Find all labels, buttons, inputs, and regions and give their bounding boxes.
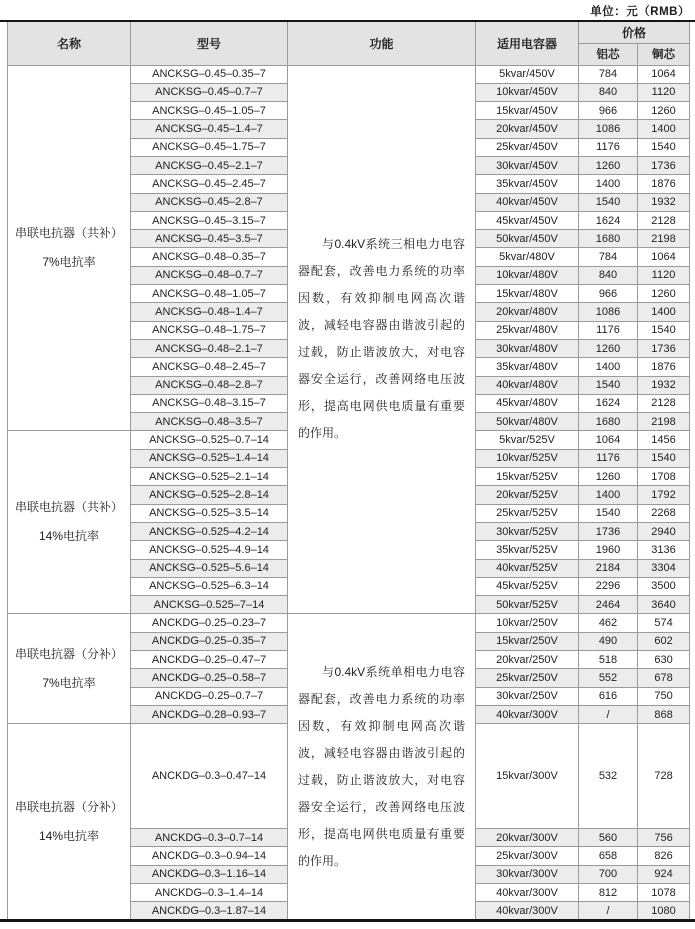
section-name-gap — [8, 515, 130, 529]
model-cell: ANCKSG–0.48–0.35–7 — [131, 248, 288, 266]
copper-price-cell: 3500 — [638, 577, 690, 595]
unit-label: 单位：元（RMB） — [590, 6, 690, 18]
capacitor-cell: 20kvar/250V — [476, 651, 579, 669]
capacitor-cell: 30kvar/300V — [476, 865, 579, 883]
copper-price-cell: 826 — [638, 847, 690, 865]
model-cell: ANCKDG–0.25–0.47–7 — [131, 651, 288, 669]
copper-price-cell: 2940 — [638, 522, 690, 540]
copper-price-cell: 1400 — [638, 303, 690, 321]
aluminum-price-cell: 560 — [579, 829, 638, 847]
copper-price-cell: 1540 — [638, 321, 690, 339]
section-name-line2: 14%电抗率 — [38, 529, 100, 544]
copper-price-cell: 924 — [638, 865, 690, 883]
model-cell: ANCKSG–0.48–2.1–7 — [131, 339, 288, 357]
model-cell: ANCKDG–0.3–0.47–14 — [131, 724, 288, 829]
capacitor-cell: 30kvar/480V — [476, 339, 579, 357]
copper-price-cell: 2128 — [638, 394, 690, 412]
model-cell: ANCKDG–0.3–1.4–14 — [131, 883, 288, 901]
aluminum-price-cell: 812 — [579, 883, 638, 901]
copper-price-cell: 1260 — [638, 285, 690, 303]
capacitor-cell: 40kvar/450V — [476, 193, 579, 211]
aluminum-price-cell: 1176 — [579, 449, 638, 467]
aluminum-price-cell: 616 — [579, 687, 638, 705]
model-cell: ANCKSG–0.48–1.75–7 — [131, 321, 288, 339]
header-function: 功能 — [288, 22, 476, 65]
header-copper-core: 铜芯 — [638, 43, 690, 65]
model-cell: ANCKSG–0.48–3.5–7 — [131, 413, 288, 431]
aluminum-price-cell: 1064 — [579, 431, 638, 449]
aluminum-price-cell: 1680 — [579, 230, 638, 248]
section-name-line2: 14%电抗率 — [38, 828, 100, 843]
copper-price-cell: 1876 — [638, 358, 690, 376]
model-cell: ANCKSG–0.45–0.7–7 — [131, 83, 288, 101]
capacitor-cell: 15kvar/450V — [476, 102, 579, 120]
capacitor-cell: 40kvar/480V — [476, 376, 579, 394]
section-name-gap — [8, 241, 130, 255]
aluminum-price-cell: 658 — [579, 847, 638, 865]
table-header — [8, 22, 690, 65]
capacitor-cell: 45kvar/525V — [476, 577, 579, 595]
copper-price-cell: 1080 — [638, 902, 690, 920]
aluminum-price-cell: 1624 — [579, 211, 638, 229]
copper-price-cell: 3640 — [638, 596, 690, 614]
copper-price-cell: 1456 — [638, 431, 690, 449]
bottom-divider — [0, 919, 695, 922]
copper-price-cell: 2198 — [638, 413, 690, 431]
aluminum-price-cell: 1260 — [579, 156, 638, 174]
aluminum-price-cell: 518 — [579, 651, 638, 669]
aluminum-price-cell: 700 — [579, 865, 638, 883]
aluminum-price-cell: 1176 — [579, 321, 638, 339]
model-cell: ANCKSG–0.45–3.5–7 — [131, 230, 288, 248]
model-cell: ANCKSG–0.45–1.75–7 — [131, 138, 288, 156]
model-cell: ANCKSG–0.48–1.05–7 — [131, 285, 288, 303]
model-cell: ANCKSG–0.45–0.35–7 — [131, 65, 288, 83]
model-cell: ANCKSG–0.48–0.7–7 — [131, 266, 288, 284]
copper-price-cell: 1260 — [638, 102, 690, 120]
copper-price-cell: 3304 — [638, 559, 690, 577]
copper-price-cell: 1932 — [638, 376, 690, 394]
model-cell: ANCKSG–0.48–2.45–7 — [131, 358, 288, 376]
section-name-line1: 串联电抗器（共补） — [14, 500, 123, 515]
section-name-line1: 串联电抗器（分补） — [14, 799, 123, 814]
capacitor-cell: 40kvar/300V — [476, 705, 579, 723]
copper-price-cell: 630 — [638, 651, 690, 669]
model-cell: ANCKDG–0.25–0.35–7 — [131, 632, 288, 650]
model-cell: ANCKSG–0.45–2.1–7 — [131, 156, 288, 174]
function-text: 与0.4kV系统三相电力电容器配套，改善电力系统的功率因数，有效抑制电网高次谐波，减轻电容器由谐波引起的过载，防止谐波放大，对电容器安全运行，改善网络电压波形，提高电网供电质量有重要的作用。 — [298, 237, 465, 441]
section-name-line2: 7%电抗率 — [42, 254, 96, 269]
model-cell: ANCKSG–0.525–6.3–14 — [131, 577, 288, 595]
aluminum-price-cell: 784 — [579, 248, 638, 266]
capacitor-cell: 25kvar/250V — [476, 669, 579, 687]
aluminum-price-cell: / — [579, 902, 638, 920]
section-name-gap — [8, 662, 130, 676]
capacitor-cell: 20kvar/525V — [476, 486, 579, 504]
model-cell: ANCKSG–0.45–1.05–7 — [131, 102, 288, 120]
copper-price-cell: 1120 — [638, 266, 690, 284]
capacitor-cell: 30kvar/250V — [476, 687, 579, 705]
copper-price-cell: 1064 — [638, 248, 690, 266]
model-cell: ANCKSG–0.525–4.9–14 — [131, 541, 288, 559]
model-cell: ANCKSG–0.525–5.6–14 — [131, 559, 288, 577]
aluminum-price-cell: 784 — [579, 65, 638, 83]
aluminum-price-cell: 2296 — [579, 577, 638, 595]
model-cell: ANCKSG–0.525–7–14 — [131, 596, 288, 614]
aluminum-price-cell: 1540 — [579, 376, 638, 394]
copper-price-cell: 868 — [638, 705, 690, 723]
capacitor-cell: 20kvar/300V — [476, 829, 579, 847]
aluminum-price-cell: 966 — [579, 102, 638, 120]
capacitor-cell: 20kvar/450V — [476, 120, 579, 138]
model-cell: ANCKDG–0.25–0.58–7 — [131, 669, 288, 687]
copper-price-cell: 750 — [638, 687, 690, 705]
header-capacitor: 适用电容器 — [476, 22, 579, 65]
capacitor-cell: 15kvar/480V — [476, 285, 579, 303]
section-name-cell — [8, 724, 131, 920]
model-cell: ANCKDG–0.28–0.93–7 — [131, 705, 288, 723]
aluminum-price-cell: 2464 — [579, 596, 638, 614]
copper-price-cell: 1120 — [638, 83, 690, 101]
aluminum-price-cell: 490 — [579, 632, 638, 650]
table-row — [8, 614, 690, 632]
function-cell — [288, 614, 476, 920]
capacitor-cell: 20kvar/480V — [476, 303, 579, 321]
copper-price-cell: 2128 — [638, 211, 690, 229]
aluminum-price-cell: 1540 — [579, 504, 638, 522]
copper-price-cell: 1540 — [638, 449, 690, 467]
capacitor-cell: 45kvar/450V — [476, 211, 579, 229]
function-cell — [288, 65, 476, 614]
price-table — [7, 22, 690, 920]
aluminum-price-cell: 1400 — [579, 175, 638, 193]
aluminum-price-cell: 462 — [579, 614, 638, 632]
capacitor-cell: 10kvar/480V — [476, 266, 579, 284]
capacitor-cell: 15kvar/300V — [476, 724, 579, 829]
model-cell: ANCKSG–0.525–1.4–14 — [131, 449, 288, 467]
model-cell: ANCKSG–0.48–3.15–7 — [131, 394, 288, 412]
aluminum-price-cell: 1086 — [579, 120, 638, 138]
copper-price-cell: 1736 — [638, 156, 690, 174]
aluminum-price-cell: 1540 — [579, 193, 638, 211]
section-name-line2: 7%电抗率 — [42, 675, 96, 690]
copper-price-cell: 1064 — [638, 65, 690, 83]
function-text: 与0.4kV系统单相电力电容器配套，改善电力系统的功率因数，有效抑制电网高次谐波，减轻电容器由谐波引起的过载，防止谐波放大，对电容器安全运行，改善网络电压波形，提高电网供电质量有重要的作用。 — [298, 664, 465, 868]
capacitor-cell: 25kvar/300V — [476, 847, 579, 865]
aluminum-price-cell: 1736 — [579, 522, 638, 540]
aluminum-price-cell: 552 — [579, 669, 638, 687]
model-cell: ANCKDG–0.3–0.7–14 — [131, 829, 288, 847]
capacitor-cell: 25kvar/450V — [476, 138, 579, 156]
header-aluminum-core: 铝芯 — [579, 43, 638, 65]
copper-price-cell: 678 — [638, 669, 690, 687]
capacitor-cell: 35kvar/480V — [476, 358, 579, 376]
model-cell: ANCKSG–0.45–1.4–7 — [131, 120, 288, 138]
capacitor-cell: 25kvar/525V — [476, 504, 579, 522]
capacitor-cell: 15kvar/250V — [476, 632, 579, 650]
capacitor-cell: 10kvar/525V — [476, 449, 579, 467]
model-cell: ANCKDG–0.3–1.16–14 — [131, 865, 288, 883]
aluminum-price-cell: 1086 — [579, 303, 638, 321]
model-cell: ANCKDG–0.3–1.87–14 — [131, 902, 288, 920]
copper-price-cell: 2268 — [638, 504, 690, 522]
section-name-line1: 串联电抗器（共补） — [14, 225, 123, 240]
aluminum-price-cell: 1260 — [579, 339, 638, 357]
model-cell: ANCKSG–0.525–3.5–14 — [131, 504, 288, 522]
aluminum-price-cell: 1400 — [579, 486, 638, 504]
copper-price-cell: 1876 — [638, 175, 690, 193]
copper-price-cell: 1078 — [638, 883, 690, 901]
capacitor-cell: 50kvar/525V — [476, 596, 579, 614]
aluminum-price-cell: 1400 — [579, 358, 638, 376]
capacitor-cell: 45kvar/480V — [476, 394, 579, 412]
capacitor-cell: 40kvar/300V — [476, 902, 579, 920]
aluminum-price-cell: 1680 — [579, 413, 638, 431]
capacitor-cell: 35kvar/450V — [476, 175, 579, 193]
aluminum-price-cell: 1960 — [579, 541, 638, 559]
model-cell: ANCKSG–0.45–3.15–7 — [131, 211, 288, 229]
copper-price-cell: 1932 — [638, 193, 690, 211]
copper-price-cell: 1400 — [638, 120, 690, 138]
capacitor-cell: 5kvar/450V — [476, 65, 579, 83]
capacitor-cell: 10kvar/250V — [476, 614, 579, 632]
capacitor-cell: 5kvar/525V — [476, 431, 579, 449]
model-cell: ANCKDG–0.3–0.94–14 — [131, 847, 288, 865]
model-cell: ANCKSG–0.525–4.2–14 — [131, 522, 288, 540]
copper-price-cell: 1736 — [638, 339, 690, 357]
capacitor-cell: 25kvar/480V — [476, 321, 579, 339]
aluminum-price-cell: 840 — [579, 83, 638, 101]
copper-price-cell: 756 — [638, 829, 690, 847]
capacitor-cell: 40kvar/525V — [476, 559, 579, 577]
copper-price-cell: 574 — [638, 614, 690, 632]
section-name-cell — [8, 431, 131, 614]
copper-price-cell: 3136 — [638, 541, 690, 559]
capacitor-cell: 10kvar/450V — [476, 83, 579, 101]
capacitor-cell: 5kvar/480V — [476, 248, 579, 266]
capacitor-cell: 15kvar/525V — [476, 468, 579, 486]
model-cell: ANCKSG–0.525–2.8–14 — [131, 486, 288, 504]
section-name-cell — [8, 65, 131, 431]
copper-price-cell: 1792 — [638, 486, 690, 504]
capacitor-cell: 50kvar/450V — [476, 230, 579, 248]
capacitor-cell: 35kvar/525V — [476, 541, 579, 559]
aluminum-price-cell: / — [579, 705, 638, 723]
aluminum-price-cell: 1624 — [579, 394, 638, 412]
copper-price-cell: 1708 — [638, 468, 690, 486]
capacitor-cell: 40kvar/300V — [476, 883, 579, 901]
model-cell: ANCKSG–0.525–2.1–14 — [131, 468, 288, 486]
model-cell: ANCKSG–0.525–0.7–14 — [131, 431, 288, 449]
aluminum-price-cell: 1260 — [579, 468, 638, 486]
header-model: 型号 — [131, 22, 288, 65]
capacitor-cell: 30kvar/450V — [476, 156, 579, 174]
copper-price-cell: 1540 — [638, 138, 690, 156]
aluminum-price-cell: 532 — [579, 724, 638, 829]
table-body — [8, 65, 690, 920]
header-name: 名称 — [8, 22, 131, 65]
section-name-cell — [8, 614, 131, 724]
model-cell: ANCKSG–0.45–2.45–7 — [131, 175, 288, 193]
model-cell: ANCKDG–0.25–0.23–7 — [131, 614, 288, 632]
model-cell: ANCKDG–0.25–0.7–7 — [131, 687, 288, 705]
aluminum-price-cell: 1176 — [579, 138, 638, 156]
aluminum-price-cell: 2184 — [579, 559, 638, 577]
copper-price-cell: 602 — [638, 632, 690, 650]
aluminum-price-cell: 840 — [579, 266, 638, 284]
header-price: 价格 — [579, 22, 690, 43]
model-cell: ANCKSG–0.45–2.8–7 — [131, 193, 288, 211]
capacitor-cell: 50kvar/480V — [476, 413, 579, 431]
section-name-line1: 串联电抗器（分补） — [14, 646, 123, 661]
model-cell: ANCKSG–0.48–1.4–7 — [131, 303, 288, 321]
capacitor-cell: 30kvar/525V — [476, 522, 579, 540]
section-name-gap — [8, 815, 130, 829]
copper-price-cell: 2198 — [638, 230, 690, 248]
table-row — [8, 65, 690, 83]
aluminum-price-cell: 966 — [579, 285, 638, 303]
model-cell: ANCKSG–0.48–2.8–7 — [131, 376, 288, 394]
copper-price-cell: 728 — [638, 724, 690, 829]
